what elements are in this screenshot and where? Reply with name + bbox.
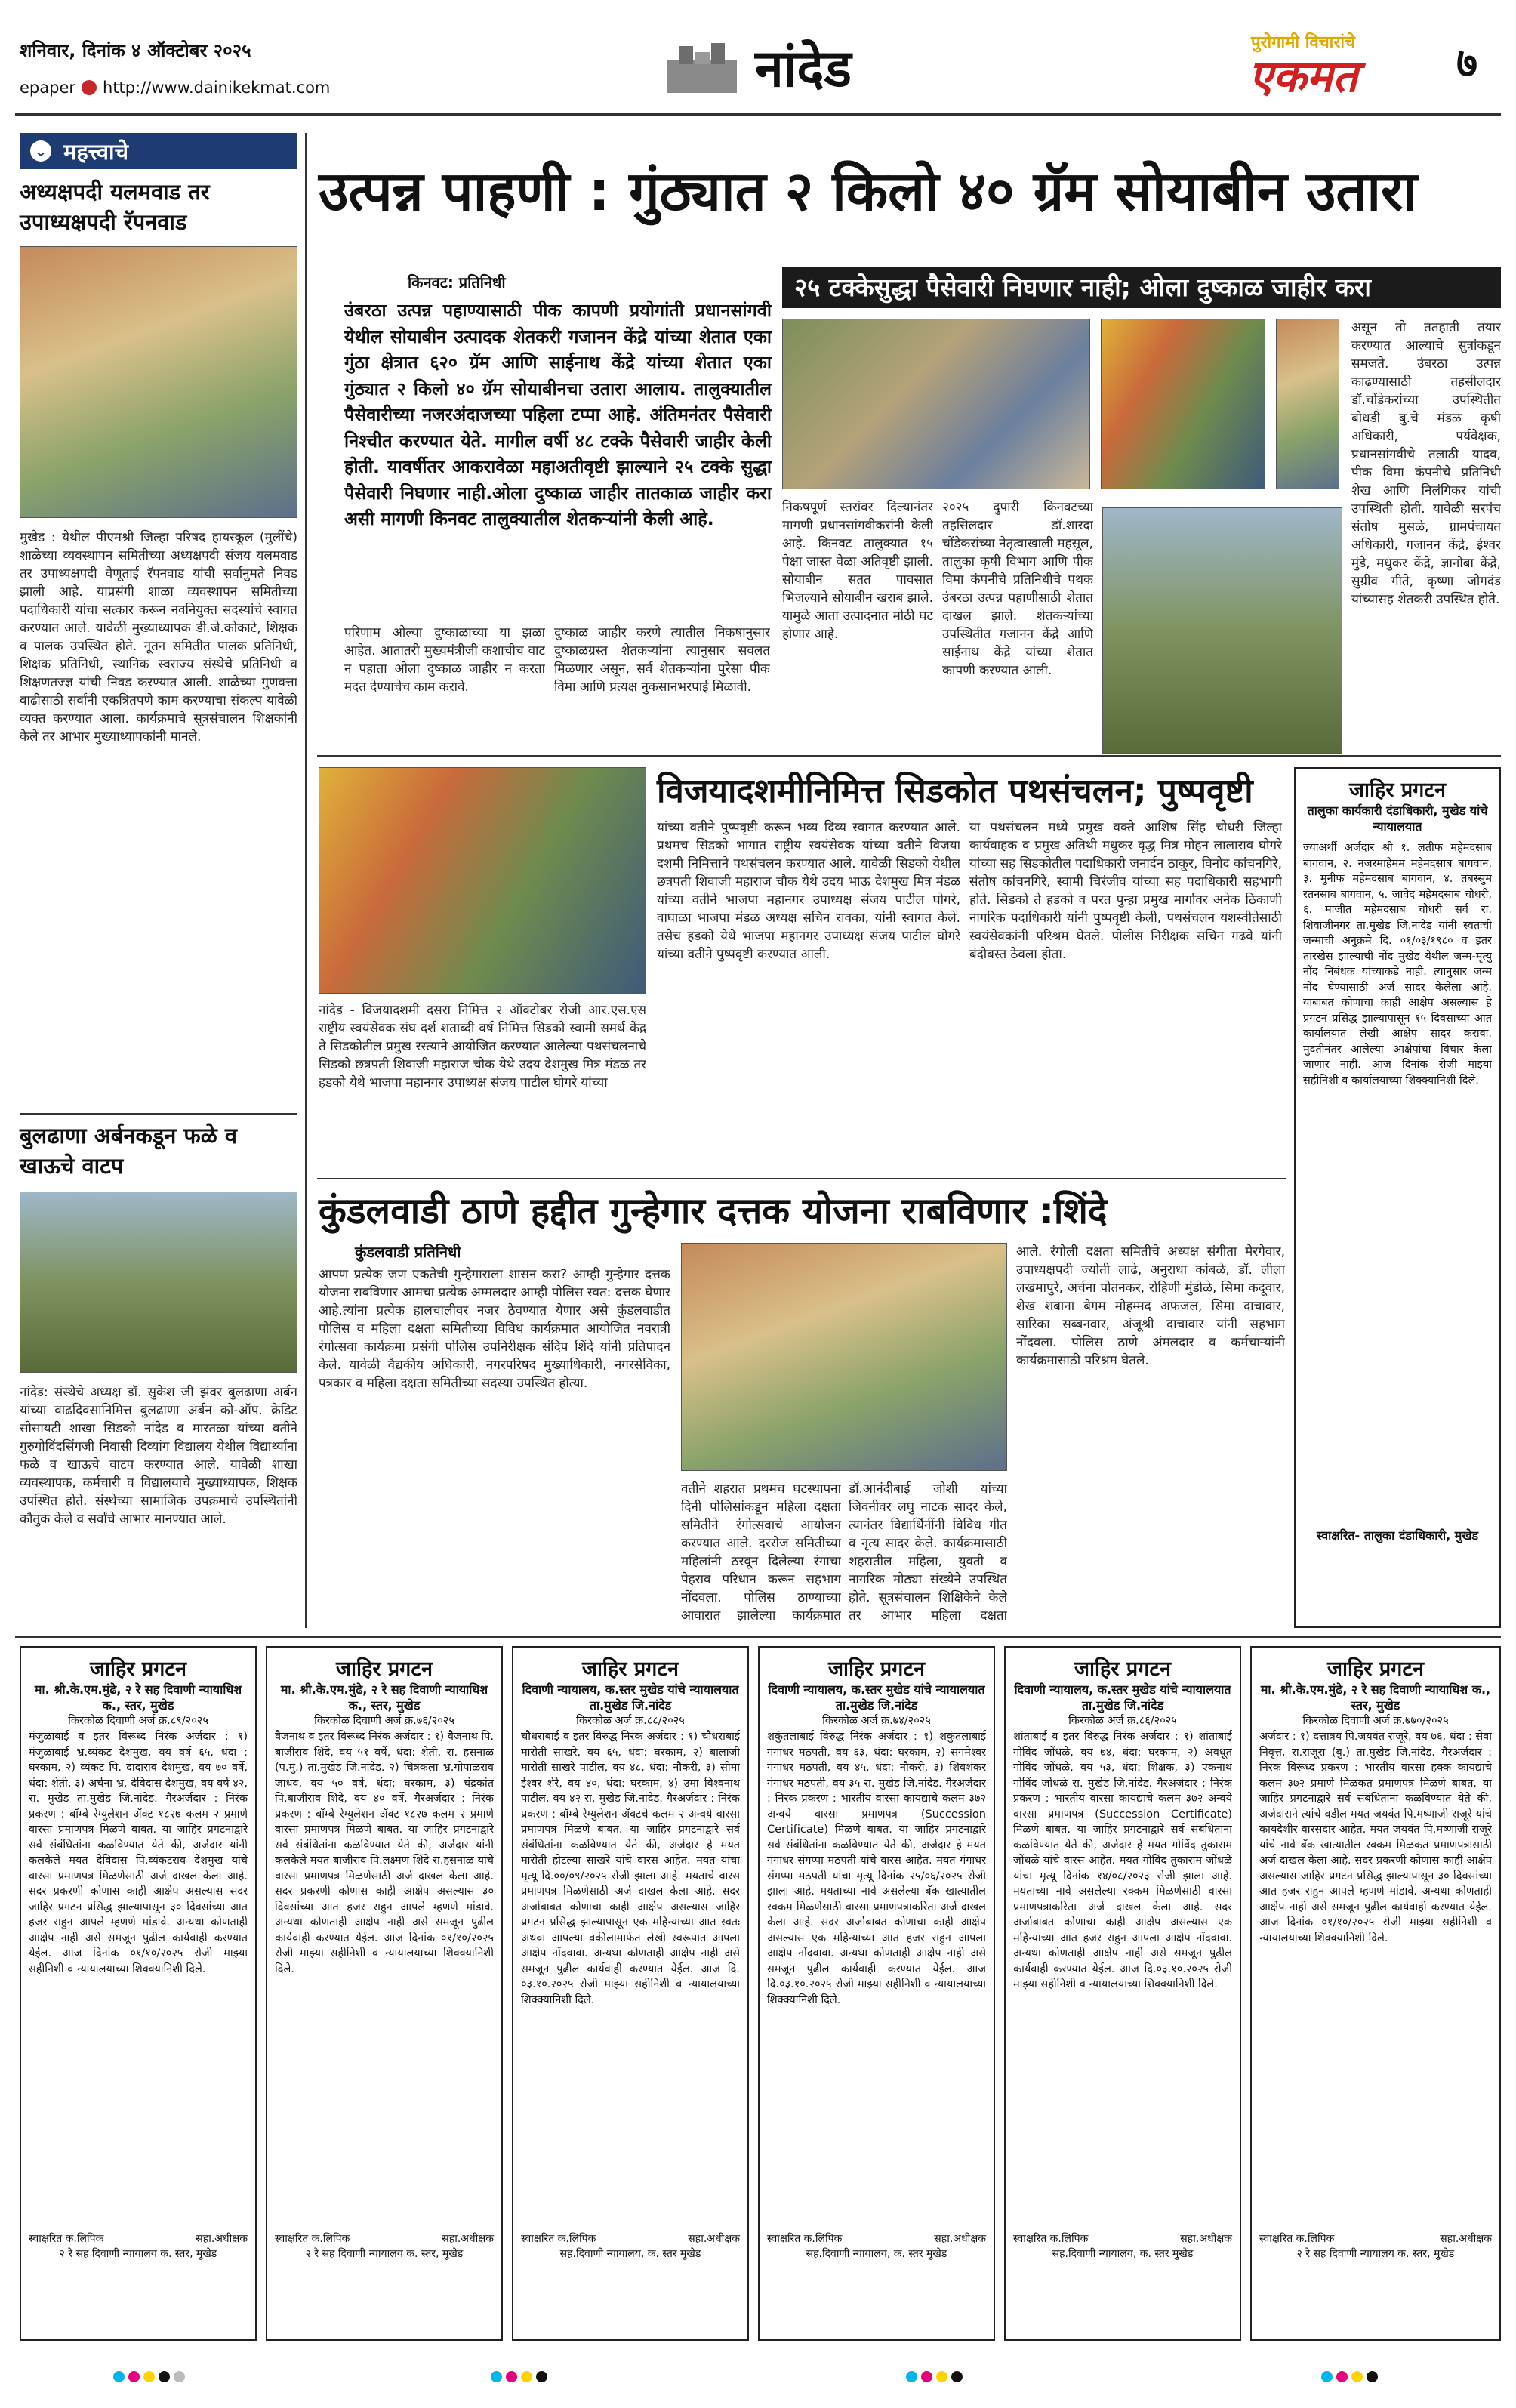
kundalwadi-photo bbox=[681, 1243, 1007, 1471]
dasara-col3: या पथसंचलन मध्ये प्रमुख वक्ते आशिष सिंह चौधरी जिल्हा कार्यवाहक व प्रमुख अतिथी मधुकर वृद्ध मित्र मोहन लालाराव घोगरे यांच्या सह सिडकोतील पदाधिकारी जनार्दन ठाकूर, विनोद कांचनगिरे, संतोष कांचनगिरे, स्वामी चिरंजीव यांच्या सह पदाधिकारी सहभागी होते. सिडको ते हडको व परत पुन्हा प्रमुख मार्गावर अनेक ठिकाणी नागरिक पदाधिकारी यांनी पुष्पवृष्टी केली, पथसंचलन यशस्वीतेसाठी स्वयंसेवकांनी परिश्रम घेतले. पोलीस निरीक्षक सचिन गढवे यांनी बंदोबस्त ठेवला होता. bbox=[969, 820, 1282, 962]
right-notice bbox=[1294, 767, 1501, 1628]
print-color-bar bbox=[0, 2371, 1516, 2394]
notice-case: किरकोळ दिवाणी अर्ज क्र.८९/२०२५ bbox=[68, 1715, 208, 1727]
notice-case: किरकोळ दिवाणी अर्ज क्र.७७०/२०२५ bbox=[1302, 1715, 1449, 1727]
notice-foot: सह.दिवाणी न्यायालय, क. स्तर मुखेड bbox=[559, 2248, 701, 2260]
notice-foot: २ रे सह दिवाणी न्यायालय क. स्तर, मुखेड bbox=[305, 2248, 464, 2260]
lead-col6: असून तो ततहाती तयार करण्यात आल्याचे सुत्रांकडून समजते. उंबरठा उत्पन्न काढण्यासाठी तहसीलदार डॉ.चोंडेकरांच्या उपस्थितीत बोधडी बु.चे मंडळ कृषी अधिकारी, पर्यवेक्षक, प्रधानसांगवीचे तलाठी यादव, पीक विमा कंपनीचे प्रतिनिधी शेख आणि निलंगिकर यांची उपस्थिती होती. यावेळी सरपंच संतोष मुसळे, ग्रामपंचायत अधिकारी, गजानन केंद्रे, ईश्वर मुंडे, मधुकर केंद्रे, ज्ञानोबा केंद्रे, सुग्रीव गीते, कृष्णा जोगदंड यांच्यासह शेतकरी उपस्थित होते. bbox=[1351, 320, 1501, 607]
lead-headline: उत्पन्न पाहणी : गुंठ्यात २ किलो ४० ग्रॅम सोयाबीन उतारा bbox=[319, 159, 1418, 223]
right-notice-body: ज्याअर्थी अर्जदार श्री १. लतीफ महेमदसाब बागवान, २. नजरमाहेमम महेमदसाब बागवान, ३. मुनीफ महेमदसाब बागवान, ४. तबस्सुम रतनसाब बागवान, ५. जावेद महेमदसाब चौधरी, ६. माजीत महेमदसाब चौधरी सर्व रा. शिवाजीनगर ता.मुखेड जि.नांदेड यांनी स्वतःची जन्माची अनुक्रमे दि. ०१/०३/१९८० व इतर तारखेस झाल्याची नोंद मुखेड येथील जन्म-मृत्यु नोंद निबंधक यांच्याकडे नाही. त्यानुसार जन्म नोंद घेण्यासाठी अर्ज सादर केलेला आहे. याबाबत कोणाचा काही आक्षेप असल्यास हे प्रगटन प्रसिद्ध झाल्यापासून १५ दिवसाच्या आत कार्यालयात लेखी आक्षेप सादर करावा. मुदतीनंतर आलेल्या आक्षेपांचा विचार केला जाणार नाही. आज दिनांक रोजी माझ्या सहीनिशी व कार्यालयाच्या शिक्क्यानिशी दिले. bbox=[1303, 842, 1492, 1087]
left-story1-headline: अध्यक्षपदी यलमवाड तर उपाध्यक्षपदी रॅपनवाड bbox=[20, 179, 210, 235]
notice-title: जाहिर प्रगटन bbox=[828, 1657, 925, 1681]
notice-title: जाहिर प्रगटन bbox=[1074, 1657, 1171, 1681]
lead-subhead: २५ टक्केसुद्धा पैसेवारी निघणार नाही; ओला दुष्काळ जाहीर करा bbox=[782, 267, 1501, 308]
notice-foot: सह.दिवाणी न्यायालय, क. स्तर मुखेड bbox=[1052, 2248, 1194, 2260]
notice-4 bbox=[758, 1646, 995, 2341]
notice-sign-left: स्वाक्षरित क.लिपिक bbox=[521, 2233, 596, 2245]
notice-court: मा. श्री.के.एम.मुंढे, २ रे सह दिवाणी न्यायाधिश क., स्तर, मुखेड bbox=[34, 1682, 242, 1713]
left-story2-photo bbox=[20, 1192, 297, 1373]
masthead bbox=[0, 0, 1516, 113]
notice-5 bbox=[1004, 1646, 1241, 2341]
notice-court: दिवाणी न्यायालय, क.स्तर मुखेड यांचे न्यायालयात ता.मुखेड जि.नांदेड bbox=[1014, 1682, 1231, 1713]
notice-sign-right: सहा.अधीक्षक bbox=[934, 2233, 986, 2245]
left-story1-photo bbox=[20, 246, 297, 518]
left-story1-body: मुखेड : येथील पीएमश्री जिल्हा परिषद हायस्कूल (मुलींचे) शाळेच्या व्यवस्थापन समितीच्या अध्यक्षपदी संजय यलमवाड तर उपाध्यक्षपदी वेणूताई रॅपनवाड यांची सर्वानुमते निवड झाली आहे. याप्रसंगी शाळा व्यवस्थापन समितीच्या पदाधिकारी यांचा सत्कार करून नवनियुक्त सदस्यांचे स्वागत करण्यात आले. यावेळी मुख्याध्यापक डी.जे.कोकाटे, शिक्षक व पालक उपस्थित होते. नूतन समितीत पालक प्रतिनिधी, शिक्षक प्रतिनिधी, स्थानिक स्वराज्य संस्थेचे प्रतिनिधी व शिक्षणतज्ज्ञ यांची निवड करण्यात आली. शाळेच्या गुणवत्ता वाढीसाठी सर्वांनी एकत्रितपणे काम करण्याचा संकल्प यावेळी व्यक्त करण्यात आला. कार्यक्रमाचे सूत्रसंचालन शिक्षकांनी केले तर आभार मुख्याध्यापकांनी मानले. bbox=[20, 530, 297, 745]
notice-case: किरकोळ दिवाणी अर्ज क्र.७६/२०२५ bbox=[314, 1715, 454, 1727]
notice-6 bbox=[1250, 1646, 1501, 2341]
notice-3 bbox=[512, 1646, 749, 2341]
lead-dateline: किनवट: प्रतिनिधी bbox=[408, 273, 506, 291]
lead-photo-1 bbox=[782, 319, 1090, 489]
notice-foot: २ रे सह दिवाणी न्यायालय क. स्तर, मुखेड bbox=[59, 2248, 217, 2260]
notice-court: मा. श्री.के.एम.मुंढे, २ रे सह दिवाणी न्यायाधिश क., स्तर, मुखेड bbox=[280, 1682, 488, 1713]
lead-intro: उंबरठा उत्पन्न पहाण्यासाठी पीक कापणी प्रयोगांती प्रधानसांगवी येथील सोयाबीन उत्पादक शेतकरी गजानन केंद्रे यांच्या शेतात एका गुंठा क्षेत्रात ६२० ग्रॅम आणि साईनाथ केंद्रे यांच्या शेतात एका गुंठ्यात २ किलो ४० ग्रॅम सोयाबीनचा उतारा आलाय. तालुक्यातील पैसेवारीच्या नजरअंदाजच्या पहिला टप्पा आहे. अंतिमनंतर पैसेवारी निश्चीत करण्यात येते. मागील वर्षी ४८ टक्के पैसेवारी जाहीर केली होती. यावर्षीतर आकरावेळा महाअतीवृष्टी झाल्याने २५ टक्के सुद्धा पैसेवारी निघणार नाही.ओला दुष्काळ जाहीर तातकाळ जाहीर करा असी मागणी किनवट तालुक्यातील शेतकऱ्यांनी केली आहे. bbox=[344, 300, 772, 529]
notice-court: दिवाणी न्यायालय, क.स्तर मुखेड यांचे न्यायालयात ता.मुखेड जि.नांदेड bbox=[768, 1682, 985, 1713]
notice-foot: सह.दिवाणी न्यायालय, क. स्तर मुखेड bbox=[806, 2248, 948, 2260]
notice-sign-left: स्वाक्षरित क.लिपिक bbox=[29, 2233, 104, 2245]
notice-sign-left: स्वाक्षरित क.लिपिक bbox=[1013, 2233, 1089, 2245]
kundalwadi-col2: वतीने शहरात प्रथमच घटस्थापना दिनी पोलिसांकडून महिला दक्षता समितीने रंगोत्सवाचे आयोजन करण्यात आले. दररोज समितीच्या महिलांनी ठरवून दिलेल्या रंगाचा पेहराव परिधान करून सहभाग नोंदवला. पोलिस ठाण्याच्या आवारात झालेल्या कार्यक्रमात bbox=[681, 1481, 841, 1623]
section-label-bar bbox=[20, 133, 297, 169]
epaper-row bbox=[20, 79, 330, 97]
notice-body: वैजनाथ व इतर विरूध्द निरंक अर्जदार : १) वैजनाथ पि. बाजीराव शिंदे, वय ५१ वर्षे, धंदा: शेती, रा. हसनाळ (प.मु.) ता.मुखेड जि.नांदेड. २) चित्रकला भ्र.गोपाळराव जाधव, वय ५० वर्षे, धंदा: घरकाम, ३) चंद्रकांत पि.बाजीराव शिंदे, वय ४० वर्षे. गैरअर्जदार : निरंक प्रकरण : बॉम्बे रेग्युलेशन ॲक्ट १८२७ कलम २ प्रमाणे वारसा प्रमाणपत्र मिळणे बाबत. या जाहिर प्रगटनाद्वारे सर्व संबंधितांना कळविण्यात येते की, अर्जदार यांनी कलकेले मयत बाजीराव पि.लक्ष्मण शिंदे रा.हसनाळ यांचे वारसा प्रमाणपत्र मिळणेसाठी अर्ज दाखल केला आहे. सदर प्रकरणी कोणास काही आक्षेप असल्यास ३० दिवसांच्या आत हजर राहुन आपले म्हणणे मांडावे. अन्यथा कोणताही आक्षेप नाही असे समजून पुढील कार्यवाही करण्यात येईल. आज दिनांक ०१/१०/२०२५ रोजी माझ्या सहीनिशी व न्यायालयाच्या शिक्क्यानिशी दिले. bbox=[275, 1731, 494, 1975]
dasara-col2: यांच्या वतीने पुष्पवृष्टी करून भव्य दिव्य स्वागत करण्यात आले. प्रथमच सिडको भागात राष्ट्रीय स्वयंसेवक यांच्या वतीने विजया दशमी निमित्ताने पथसंचलन करण्यात आले. यावेळी सिडको येथील छत्रपती शिवाजी महाराज चौक येथे उदय भाऊ देशमुख मित्र मंडळ यांच्या वतीने भाजपा महानगर उपाध्यक्ष संजय पाटील घोगरे, वाघाळा भाजपा मंडळ अध्यक्ष सचिन रावका, यांनी स्वागत केले. तसेच हडको येथे भाजपा महानगर उपाध्यक्ष संजय पाटील घोगरे यांच्या वतीने पुष्पवृष्टी करण्यात आली. bbox=[657, 820, 960, 962]
notice-court: मा. श्री.के.एम.मुंढे, २ रे सह दिवाणी न्यायाधिश क., स्तर, मुखेड bbox=[1260, 1682, 1491, 1713]
left-story2-headline: बुलढाणा अर्बनकडून फळे व खाऊचे वाटप bbox=[20, 1123, 238, 1179]
brand-logo bbox=[1175, 30, 1431, 104]
notice-court: दिवाणी न्यायालय, क.स्तर मुखेड यांचे न्यायालयात ता.मुखेड जि.नांदेड bbox=[522, 1682, 739, 1713]
dasara-headline: विजयादशमीनिमित्त सिडकोत पथसंचलन; पुष्पवृष्टी bbox=[657, 772, 1253, 810]
lead-col3: निकषपूर्ण स्तरांवर दिल्यानंतर मागणी प्रधानसांगवीकरांनी केली आहे. किनवट तालुक्यात १५ पेक्षा जास्त वेळा अतिवृष्टी झाली. सोयाबीन सतत पावसात भिजल्याने सोयाबीन खराब झाले. यामुळे आता उत्पादनात मोठी घट होणार आहे. bbox=[782, 500, 933, 642]
epaper-link[interactable]: http://www.dainikekmat.com bbox=[103, 79, 331, 97]
notice-body: मंजुळाबाई व इतर विरूध्द निरंक अर्जदार : १) मंजुळाबाई भ्र.व्यंकट देशमुख, वय वर्ष ६५, धंदा : घरकाम, २) व्यंकट पि. दादाराव देशमुख, वय ७० वर्षे, धंदा: शेती, ३) अर्चना भ्र. देविदास देशमुख, वय वर्ष ४२, रा. मुखेड ता.मुखेड जि.नांदेड. गैरअर्जदार : निरंक प्रकरण : बॉम्बे रेग्युलेशन ॲक्ट १८२७ कलम २ प्रमाणे वारसा प्रमाणपत्र मिळणे बाबत. या जाहिर प्रगटनाद्वारे सर्व संबंधितांना कळविण्यात येते की, अर्जदार यांनी कलकेले मयत देविदास पि.व्यंकटराव देशमुख यांचे वारसा प्रमाणपत्र मिळणेसाठी अर्ज दाखल केला आहे. सदर प्रकरणी कोणास काही आक्षेप असल्यास सदर जाहिर प्रगटन प्रसिद्ध झाल्यापासून ३० दिवसांच्या आत हजर राहुन आपले म्हणणे मांडावे. अन्यथा कोणताही आक्षेप नाही असे समजून पुढील कार्यवाही करण्यात येईल. आज दिनांक ०१/१०/२०२५ रोजी माझ्या सहीनिशी व न्यायालयाच्या शिक्क्यानिशी दिले. bbox=[29, 1731, 248, 1975]
lead-photo-2 bbox=[1101, 319, 1265, 489]
kundalwadi-headline: कुंडलवाडी ठाणे हद्दीत गुन्हेगार दत्तक योजना राबविणार :शिंदे bbox=[319, 1190, 1108, 1232]
right-notice-sign: स्वाक्षरित- तालुका दंडाधिकारी, मुखेड bbox=[1316, 1528, 1479, 1543]
notice-title: जाहिर प्रगटन bbox=[582, 1657, 679, 1681]
notice-sign-left: स्वाक्षरित क.लिपिक bbox=[767, 2233, 843, 2245]
notice-sign-right: सहा.अधीक्षक bbox=[442, 2233, 494, 2245]
notice-body: शांताबाई व इतर विरुद्ध निरंक अर्जदार : १) शांताबाई गोविंद जोंधळे, वय ७४, धंदा: घरकाम, २) अवधूत गोविंद जोंधळे, वय ५३, धंदा: शिक्षक, ३) एकनाथ गोविंद जोंधळे रा. मुखेड जि.नांदेड. गैरअर्जदार : निरंक प्रकरण : भारतीय वारसा कायद्याचे कलम ३७२ अन्वये वारसा प्रमाणपत्र (Succession Certificate) मिळणे बाबत. या जाहिर प्रगटनाद्वारे सर्व संबंधितांना कळविण्यात येते की, अर्जदार हे मयत गोविंद तुकाराम जोंधळे यांचे वारस आहेत. मयत गोविंद तुकाराम जोंधळे यांचा मृत्यू दिनांक १४/०८/२०२३ रोजी झाला आहे. मयताच्या नावे असलेल्या रक्कम मिळणेसाठी वारसा प्रमाणपत्राकरिता अर्ज दाखल केला आहे. सदर अर्जाबाबत कोणाचा काही आक्षेप असल्यास एक महिन्याच्या आत हजर राहुन आपला आक्षेप नोंदवावा. अन्यथा कोणताही आक्षेप नाही असे समजून पुढील कार्यवाही करण्यात येईल. आज दि.०३.१०.२०२५ रोजी माझ्या सहीनिशी व न्यायालयाच्या शिक्क्यानिशी दिले. bbox=[1013, 1731, 1232, 1990]
notice-body: शकुंतलाबाई विरुद्ध निरंक अर्जदार : १) शकुंतलाबाई गंगाधर मठपती, वय ६३, धंदा: घरकाम, २) संगमेश्वर गंगाधर मठपती, वय ४५, धंदा: नौकरी, ३) शिवशंकर गंगाधर मठपती, वय ३५ रा. मुखेड जि.नांदेड. गैरअर्जदार : निरंक प्रकरण : भारतीय वारसा कायद्याचे कलम ३७२ अन्वये वारसा प्रमाणपत्र (Succession Certificate) मिळणे बाबत. या जाहिर प्रगटनाद्वारे सर्व संबंधितांना कळविण्यात येते की, अर्जदार हे मयत गंगाधर संगप्पा मठपती यांचे वारस आहेत. मयत गंगाधर संगप्पा मठपती यांचा मृत्यू दिनांक २५/०६/२०२५ रोजी झाला आहे. मयताच्या नावे असलेल्या बँक खात्यातील रक्कम मिळणेसाठी वारसा प्रमाणपत्राकरिता अर्ज दाखल केला आहे. सदर अर्जाबाबत कोणाचा काही आक्षेप असल्यास एक महिन्याच्या आत हजर राहुन आपला आक्षेप नोंदवावा. अन्यथा कोणताही आक्षेप नाही असे समजून पुढील कार्यवाही करण्यात येईल. आज दि.०३.१०.२०२५ रोजी माझ्या सहीनिशी व न्यायालयाच्या शिक्क्यानिशी दिले. bbox=[767, 1731, 986, 2006]
notice-case: किरकोळ अर्ज क्र.७४/२०२५ bbox=[822, 1715, 931, 1727]
edition-title bbox=[664, 30, 997, 102]
chevron-down-icon: ⌄ bbox=[30, 140, 51, 162]
notice-sign-right: सहा.अधीक्षक bbox=[1180, 2233, 1232, 2245]
notice-sign-right: सहा.अधीक्षक bbox=[196, 2233, 248, 2245]
dasara-col1: नांदेड - विजयादशमी दसरा निमित्त २ ऑक्टोबर रोजी आर.एस.एस राष्ट्रीय स्वयंसेवक संघ दर्श शताब्दी वर्ष निमित्त सिडको स्वामी समर्थ केंद्र ते सिडकोतील प्रमुख रस्त्याने आयोजित करण्यात आलेल्या पथसंचलनाचे सिडको छत्रपती शिवाजी महाराज चौक येथे उदय देशमुख मित्र मंडळ तर हडको येथे भाजपा महानगर उपाध्यक्ष संजय पाटील घोगरे यांच्या bbox=[319, 1003, 646, 1090]
right-notice-title: जाहिर प्रगटन bbox=[1349, 779, 1446, 802]
lead-col1: परिणाम ओल्या दुष्काळाच्या या झळा आहेत. आतातरी मुख्यमंत्रीजी कशाचीच वाट न पहाता ओला दुष्काळ जाहीर न करता मदत देण्याचेच काम करावे. bbox=[344, 625, 545, 695]
notice-sign-left: स्वाक्षरित क.लिपिक bbox=[1259, 2233, 1335, 2245]
notice-case: किरकोळ अर्ज क्र.८६/२०२५ bbox=[1068, 1715, 1177, 1727]
left-story2-body: नांदेड: संस्थेचे अध्यक्ष डॉ. सुकेश जी झंवर बुलढाणा अर्बन यांच्या वाढदिवसानिमित्त बुलढाणा अर्बन को-ऑप. क्रेडिट सोसायटी शाखा सिडको नांदेड व मारतळा यांच्या वतीने गुरुगोविंदसिंगजी निवासी दिव्यांग विद्यालय येथील विद्यार्थ्यांना फळे व खाऊचे वाटप करण्यात आले. यावेळी शाखा व्यवस्थापक, कर्मचारी व विद्यालयाचे मुख्याध्यापक, शिक्षक उपस्थित होते. संस्थेच्या सामाजिक उपक्रमाचे उपस्थितांनी कौतुक केले व सर्वांचे आभार मानण्यात आले. bbox=[20, 1385, 297, 1527]
notice-sign-right: सहा.अधीक्षक bbox=[688, 2233, 740, 2245]
notice-foot: २ रे सह दिवाणी न्यायालय क. स्तर, मुखेड bbox=[1296, 2248, 1455, 2260]
notice-title: जाहिर प्रगटन bbox=[90, 1657, 186, 1681]
notice-sign-left: स्वाक्षरित क.लिपिक bbox=[275, 2233, 350, 2245]
dasara-photo bbox=[319, 767, 646, 994]
lead-photo-3 bbox=[1276, 319, 1339, 489]
lead-col4: २०२५ दुपारी किनवटच्या तहसिलदार डॉ.शारदा चोंडेकरांच्या नेतृत्वाखाली महसूल, तालुका कृषी विभाग आणि पीक विमा कंपनीचे प्रतिनिधीचे पथक उंबरठा उत्पन्न पहाणीसाठी शेतात दाखल झाले. शेतकऱ्यांच्या उपस्थितीत गजानन केंद्रे आणि साईनाथ केंद्रे यांच्या शेतात कापणी करण्यात आली. bbox=[942, 500, 1093, 678]
epaper-label: epaper bbox=[20, 79, 76, 97]
lead-photo-4 bbox=[1102, 507, 1342, 754]
page-number: ७ bbox=[1456, 39, 1478, 87]
kundalwadi-col1: आपण प्रत्येक जण एकतेची गुन्हेगाराला शासन करा? आम्ही गुन्हेगार दत्तक योजना राबविणार आमचा प्रत्येक अम्मलदार आम्ही पोलिस स्वत: दत्तक घेणार आहे.त्यांना प्रत्येक हालचालीवर नजर ठेवण्यात येणार असे कुंडलवाडीत पोलिस व महिला दक्षता समितीच्या विविध कार्यक्रमात आयोजित नवरात्री रंगोत्सवा कार्यक्रमा प्रसंगी पोलिस उपनिरीक्षक संदिप शिंदे यांनी प्रतिपादन केले. यावेळी वैद्यकीय अधिकारी, नगरपरिषद मुख्याधिकारी, नगरसेविका, पत्रकार व महिला दक्षता समितीच्या सदस्या उपस्थित होत्या. bbox=[319, 1267, 670, 1391]
masthead-date: शनिवार, दिनांक ४ ऑक्टोबर २०२५ bbox=[20, 40, 251, 61]
notice-case: किरकोळ अर्ज क्र.८८/२०२५ bbox=[576, 1715, 685, 1727]
city-emblem-icon bbox=[664, 37, 740, 96]
brand-tagline: पुरोगामी विचारांचे bbox=[1250, 33, 1356, 52]
kundalwadi-col4: आले. रंगोली दक्षता समितीचे अध्यक्ष संगीता मेरगेवार, उपाध्यक्षपदी ज्योती लाढे, अनुराधा कांबळे, डॉ. लीला लखमापुरे, अर्चना पोतनकर, रोहिणी मुंडोळे, सिमा कदूवार, शेख शबाना बेगम मोहम्मद अफजल, सिमा दाचावार, सारिका सब्बनवार, अंजूश्री दाचावार यांनी सहभाग नोंदवला. पोलिस ठाणे अंमलदार व कर्मचाऱ्यांनी कार्यक्रमासाठी परिश्रम घेतले. bbox=[1016, 1244, 1285, 1368]
notice-title: जाहिर प्रगटन bbox=[1327, 1657, 1424, 1681]
right-notice-office: तालुका कार्यकारी दंडाधिकारी, मुखेड यांचे न्यायालयात bbox=[1307, 803, 1488, 834]
globe-icon bbox=[82, 80, 97, 95]
section-label: महत्त्वाचे bbox=[63, 138, 128, 165]
kundalwadi-col3: डॉ.आनंदीबाई जोशी यांच्या जिवनीवर लघु नाटक सादर केले, त्यानंतर विद्यार्थिनींनी विविध गीत व नृत्य सादर केले. कार्यक्रमासाठी शहरातील महिला, युवती व नागरिक मोठ्या संख्येने उपस्थित होते. सूत्रसंचालन शिक्षिकेने केले तर आभार महिला दक्षता bbox=[849, 1481, 1007, 1623]
edition-name: नांदेड bbox=[755, 39, 852, 99]
notice-title: जाहिर प्रगटन bbox=[336, 1657, 433, 1681]
notice-body: अर्जदार : १) दत्तात्रय पि.जयवंत राजूरे, वय ७६, धंदा : सेवा निवृत्त, रा.राजूरा (बु.) ता.मुखेड जि.नांदेड. गैरअर्जदार : निरंक विरूध्द प्रकरण : भारतीय वारसा हक्क कायद्याचे कलम ३७२ प्रमाणे मिळकत प्रमाणपत्र मिळणे बाबत. या जाहिर प्रगटनाद्वारे सर्व संबंधितांना कळविण्यात येते की, अर्जदाराने त्यांचे वडील मयत जयवंत पि.मष्णाजी राजूरे यांचे कायदेशीर वारसदार आहेत. मयत जयवंत पि.मष्णाजी राजूरे यांचे नावे बँक खात्यातील रक्कम मिळकत प्रमाणपत्रासाठी अर्ज दाखल केला आहे. सदर प्रकरणी कोणास काही आक्षेप असल्यास जाहिर प्रगटन प्रसिद्ध झाल्यापासून ३० दिवसांच्या आत हजर राहुन आपले म्हणणे मांडावे. अन्यथा कोणताही आक्षेप नाही असे समजून पुढील कार्यवाही करण्यात येईल. आज दिनांक ०१/१०/२०२५ रोजी माझ्या सहीनिशी व न्यायालयाच्या शिक्क्यानिशी दिले. bbox=[1259, 1731, 1492, 1944]
notice-body: चौधराबाई व इतर विरुद्ध निरंक अर्जदार : १) चौधराबाई मारोती साखरे, वय ६५, धंदा: घरकाम, २) बालाजी मारोती साखरे पाटील, वय ४८, धंदा: नौकरी, ३) सीमा ईश्वर शेरे, वय ४०, धंदा: घरकाम, ४) उमा विश्वनाथ पाटील, वय ४२ रा. मुखेड जि.नांदेड. गैरअर्जदार : निरंक प्रकरण : बॉम्बे रेग्युलेशन ॲक्टचे कलम २ अन्वये वारसा प्रमाणपत्र मिळणे बाबत. या जाहिर प्रगटनाद्वारे सर्व संबंधितांना कळविण्यात येते की, अर्जदार हे मयत मारोती होटल्या साखरे यांचे वारस आहेत. मयत यांचा मृत्यू दि.००/०९/२०२५ रोजी झाला आहे. मयताचे वारस प्रमाणपत्र मिळणेसाठी अर्ज दाखल केला आहे. सदर अर्जाबाबत कोणाचा काही आक्षेप असल्यास जाहिर प्रगटन प्रसिद्ध झाल्यापासून एक महिन्याच्या आत स्वतः अथवा आपल्या वकीलामार्फत लेखी स्वरूपात आपला आक्षेप नोंदवावा. अन्यथा कोणताही आक्षेप नाही असे समजून पुढील कार्यवाही करण्यात येईल. आज दि. ०३.१०.२०२५ रोजी माझ्या सहीनिशी व न्यायालयाच्या शिक्क्यानिशी दिले. bbox=[521, 1731, 740, 2006]
lead-col2: दुष्काळ जाहीर करणे त्यातील निकषानुसार दुष्काळग्रस्त शेतकऱ्यांना त्यानुसार सवलत मिळणार असून, सर्व शेतकऱ्यांना पुरेसा पीक विमा आणि प्रत्यक्ष नुकसानभरपाई मिळावी. bbox=[554, 625, 770, 695]
notice-2 bbox=[266, 1646, 503, 2341]
notice-1 bbox=[20, 1646, 257, 2341]
brand-name: एकमत bbox=[1248, 51, 1358, 102]
notice-sign-right: सहा.अधीक्षक bbox=[1440, 2233, 1492, 2245]
kundalwadi-dateline: कुंडलवाडी प्रतिनिधी bbox=[355, 1243, 461, 1261]
